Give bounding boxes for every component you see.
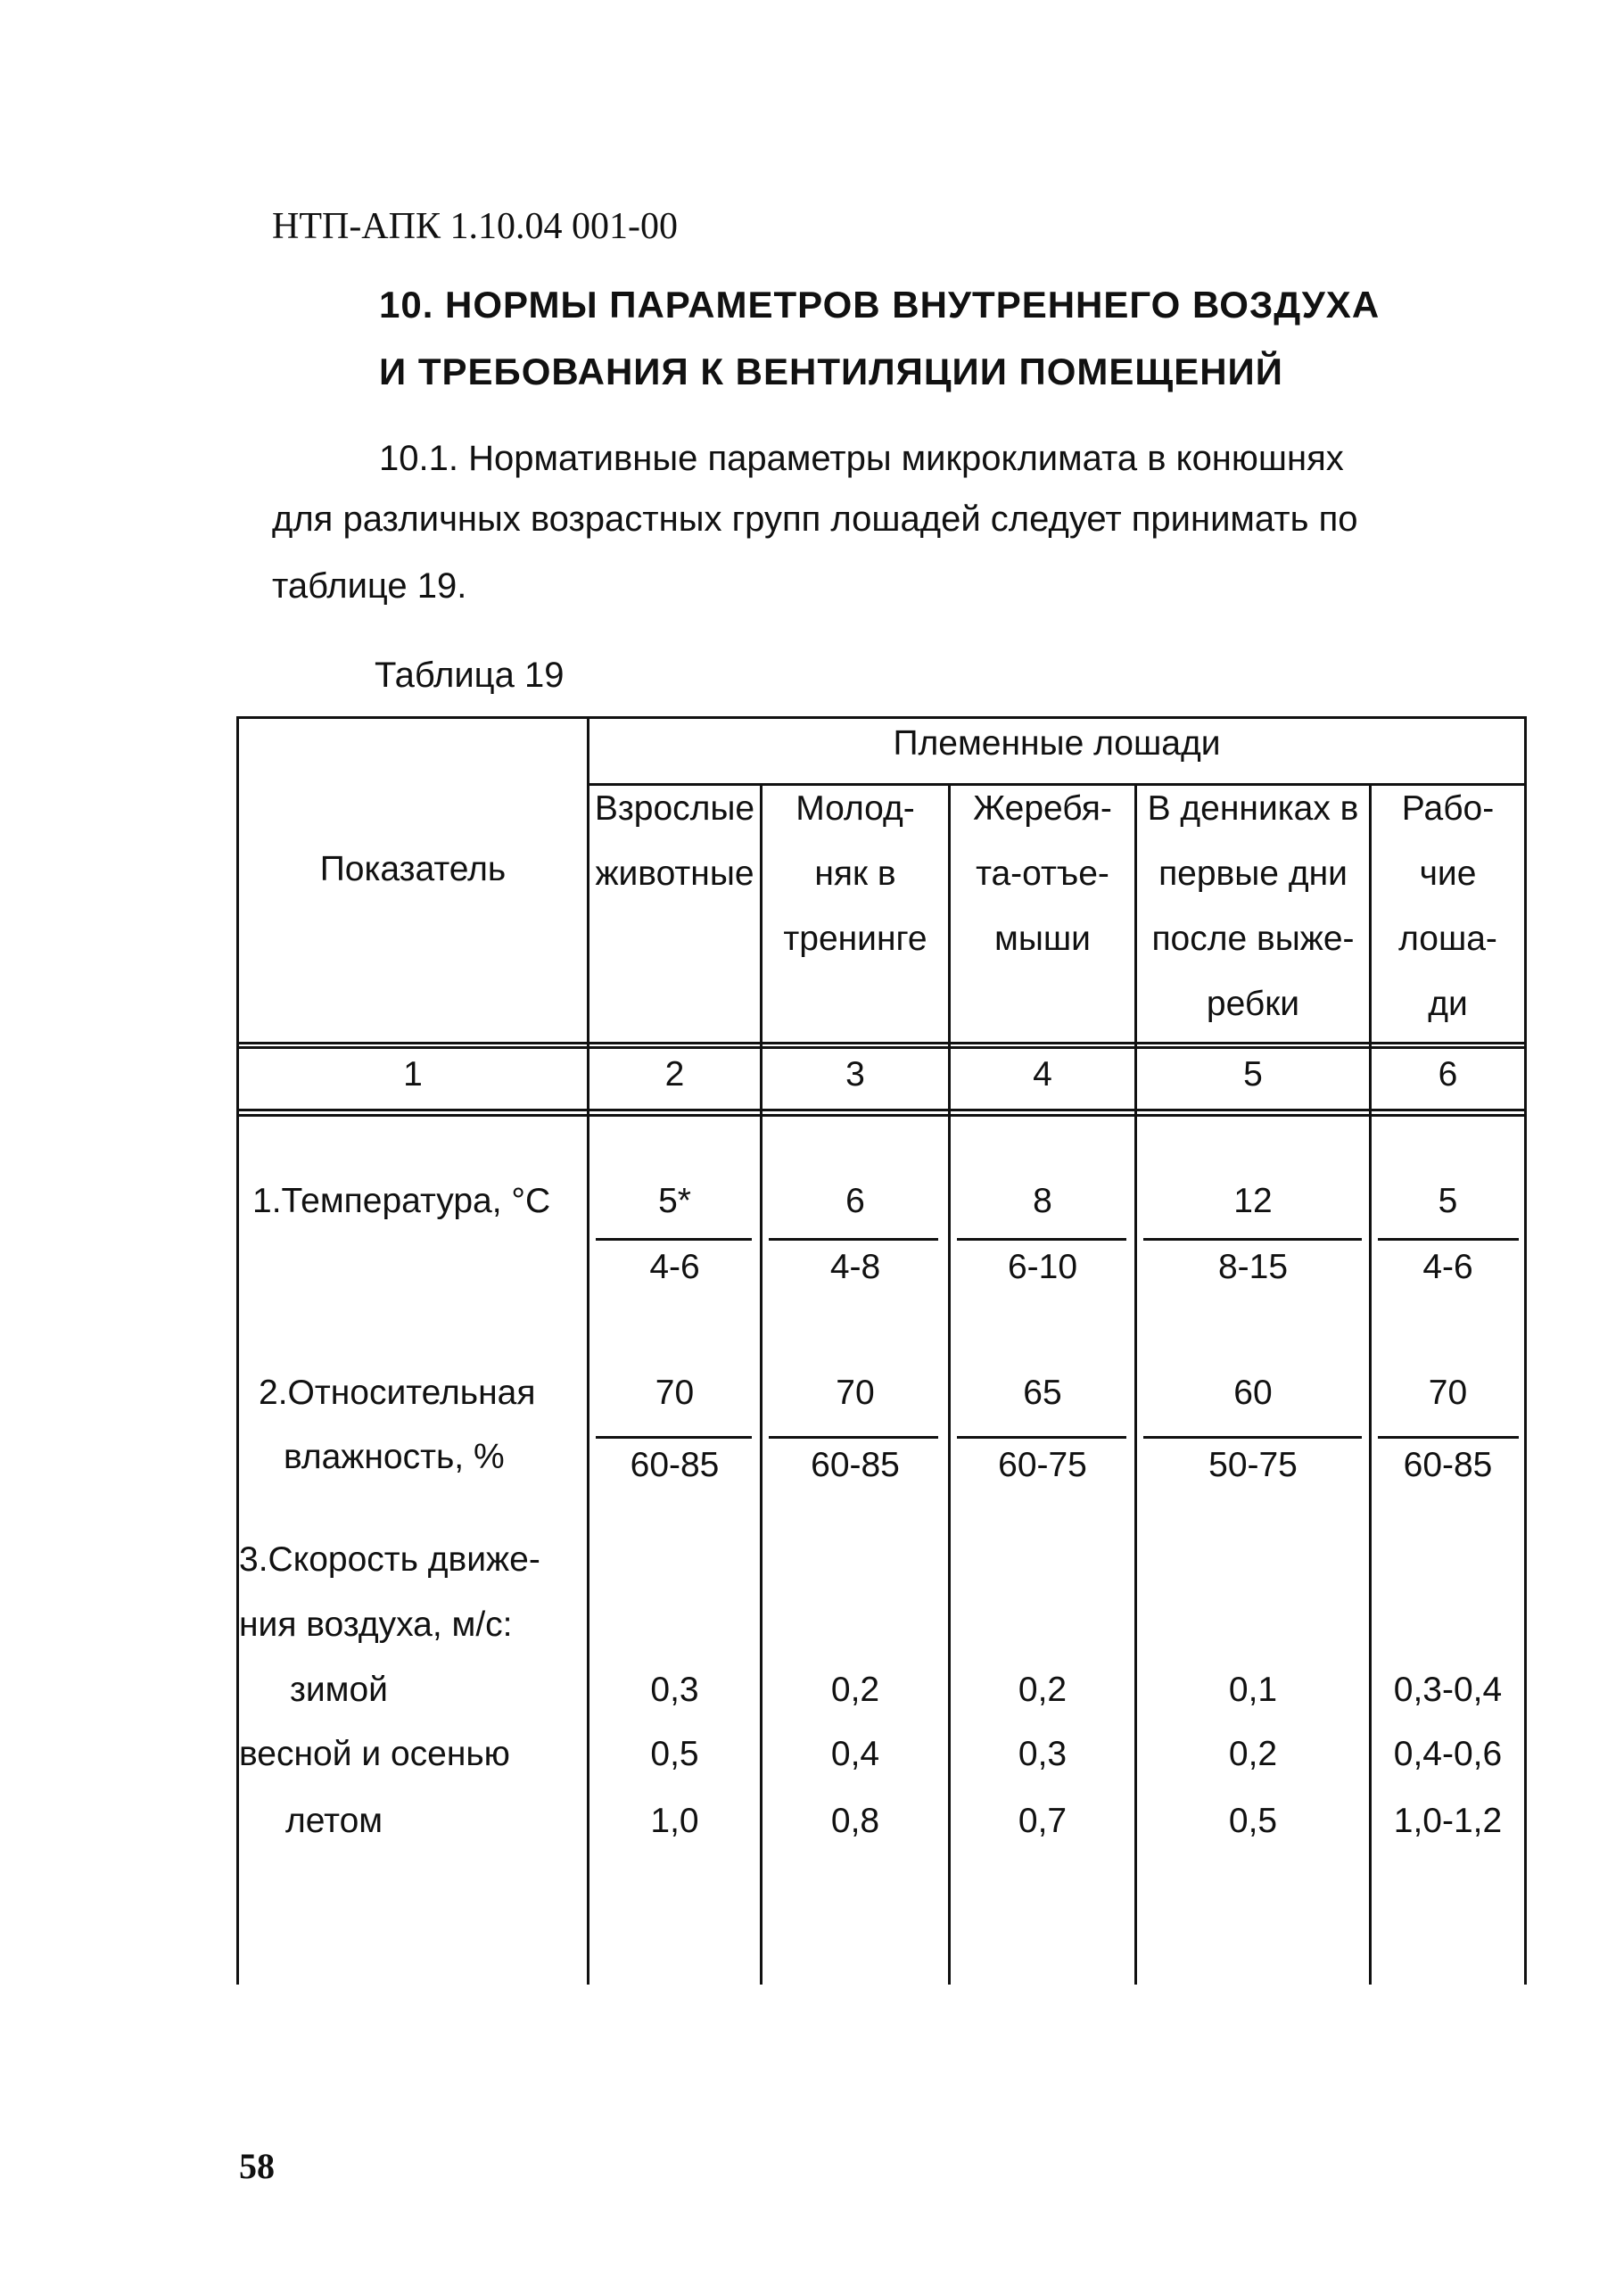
column-number: 5 [1243,1055,1263,1094]
air-speed-winter: 0,1 [1228,1671,1278,1709]
air-speed-summer: 0,8 [830,1802,880,1840]
humidity-norm: 70 [1428,1374,1468,1412]
number-row-bottom-border-double [236,1114,1527,1117]
column-header-working: ди [1428,985,1468,1023]
humidity-range: 60-85 [1403,1446,1493,1484]
column-header-foaling: В денниках в [1147,789,1359,828]
row-label-air-speed: ния воздуха, м/с: [239,1605,513,1644]
section-title-line-2: И ТРЕБОВАНИЯ К ВЕНТИЛЯЦИИ ПОМЕЩЕНИЙ [379,351,1283,392]
air-speed-spring-autumn: 0,2 [1228,1735,1278,1773]
fraction-line [1378,1436,1519,1439]
fraction-line [1143,1436,1362,1439]
temperature-range: 8-15 [1217,1248,1289,1286]
column-number: 6 [1438,1055,1458,1094]
air-speed-winter: 0,3 [650,1671,699,1709]
air-speed-spring-autumn: 0,4 [830,1735,880,1773]
column-header-young: тренинге [783,920,927,958]
temperature-norm: 5 [1438,1182,1458,1220]
number-row-bottom-border [236,1109,1527,1111]
column-header-foaling: первые дни [1158,854,1348,893]
fraction-line [957,1436,1126,1439]
column-header-adult: Взрослые [594,789,755,828]
humidity-norm: 60 [1233,1374,1273,1412]
page-number: 58 [239,2146,275,2186]
column-number: 1 [403,1055,423,1094]
air-speed-winter: 0,2 [1018,1671,1068,1709]
indicator-header: Показатель [319,850,507,888]
column-header-working: чие [1419,854,1477,893]
paragraph-line-1: 10.1. Нормативные параметры микроклимата в конюшнях [379,439,1344,478]
temperature-range: 4-6 [1422,1248,1473,1286]
fraction-line [1378,1238,1519,1241]
fraction-line [769,1436,938,1439]
temperature-range: 4-8 [829,1248,881,1286]
temperature-norm: 6 [845,1182,865,1220]
section-title-line-1: 10. НОРМЫ ПАРАМЕТРОВ ВНУТРЕННЕГО ВОЗДУХА [379,284,1381,326]
humidity-norm: 70 [655,1374,695,1412]
temperature-norm: 5* [658,1182,691,1220]
air-speed-winter: 0,3-0,4 [1393,1671,1503,1709]
temperature-range: 4-6 [649,1248,700,1286]
row-label-humidity: 2.Относительная [259,1374,536,1412]
column-number: 3 [845,1055,865,1094]
group-header-divider [589,783,1527,786]
air-speed-spring-autumn: 0,3 [1018,1735,1068,1773]
column-header-weanlings: та-отъе- [976,854,1109,893]
fraction-line [596,1436,752,1439]
fraction-line [1143,1238,1362,1241]
row-label-spring-autumn: весной и осенью [239,1735,510,1773]
air-speed-winter: 0,2 [830,1671,880,1709]
column-header-weanlings: Жеребя- [973,789,1112,828]
fraction-line [596,1238,752,1241]
temperature-norm: 12 [1233,1182,1273,1220]
column-header-adult: животные [595,854,754,893]
humidity-range: 60-75 [998,1446,1087,1484]
table-right-border [1524,716,1527,1985]
column-header-working: Рабо- [1401,789,1495,828]
table-caption: Таблица 19 [375,656,565,695]
column-header-young: няк в [814,854,896,893]
table-top-border [236,716,1527,719]
column-number: 4 [1033,1055,1052,1094]
fraction-line [769,1238,938,1241]
temperature-norm: 8 [1033,1182,1052,1220]
column-header-young: Молод- [796,789,915,828]
fraction-line [957,1238,1126,1241]
paragraph-line-2: для различных возрастных групп лошадей следует принимать по [272,499,1358,539]
air-speed-spring-autumn: 0,4-0,6 [1393,1735,1503,1773]
column-header-foaling: после выже- [1151,920,1355,958]
column-header-foaling: ребки [1206,985,1300,1023]
air-speed-spring-autumn: 0,5 [650,1735,699,1773]
air-speed-summer: 0,5 [1228,1802,1278,1840]
header-bottom-border [236,1042,1527,1044]
column-divider-1 [587,716,589,1985]
row-label-air-speed: 3.Скорость движе- [239,1540,540,1579]
row-label-winter: зимой [290,1671,388,1709]
column-number: 2 [664,1055,685,1094]
humidity-range: 50-75 [1208,1446,1298,1484]
temperature-range: 6-10 [1007,1248,1078,1286]
row-label-temperature: 1.Температура, °С [252,1182,551,1220]
group-header: Племенные лошади [893,724,1221,763]
humidity-range: 60-85 [811,1446,900,1484]
document-code: НТП-АПК 1.10.04 001-00 [272,206,678,247]
humidity-range: 60-85 [630,1446,720,1484]
humidity-norm: 70 [836,1374,875,1412]
row-label-humidity: влажность, % [284,1438,505,1476]
column-header-weanlings: мыши [994,920,1091,958]
column-header-working: лоша- [1398,920,1497,958]
air-speed-summer: 1,0 [650,1802,699,1840]
air-speed-summer: 1,0-1,2 [1393,1802,1503,1840]
header-bottom-border-double [236,1046,1527,1049]
table-left-border [236,716,239,1985]
paragraph-line-3: таблице 19. [272,566,467,606]
air-speed-summer: 0,7 [1018,1802,1068,1840]
humidity-norm: 65 [1023,1374,1062,1412]
row-label-summer: летом [285,1802,383,1840]
